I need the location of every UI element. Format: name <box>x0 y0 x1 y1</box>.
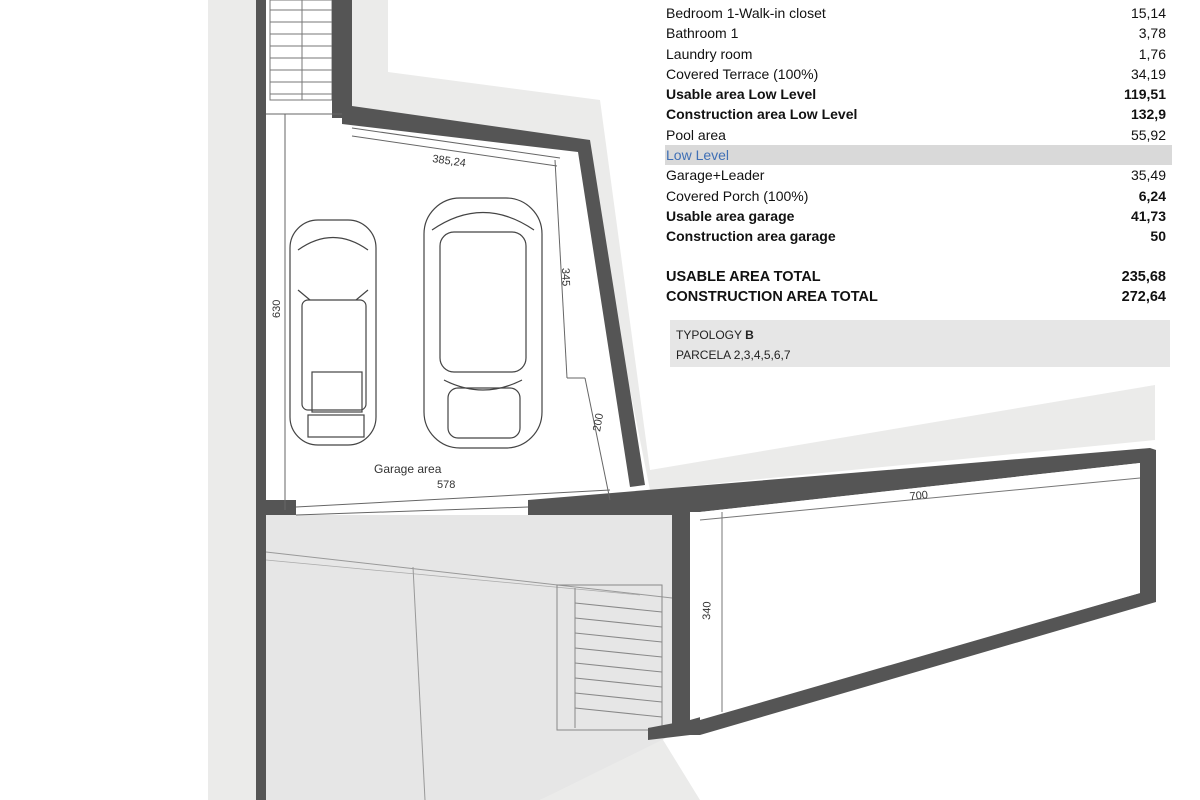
typology-line <box>676 325 1170 345</box>
total-name: CONSTRUCTION AREA TOTAL <box>666 288 878 305</box>
room-label-garage: Garage area <box>374 462 442 476</box>
total-name: USABLE AREA TOTAL <box>666 268 821 285</box>
area-name: Garage+Leader <box>666 167 765 184</box>
dim-right-wall: 345 <box>559 267 572 287</box>
area-value: 50 <box>1150 228 1166 245</box>
area-name: Bathroom 1 <box>666 25 739 42</box>
area-name: Construction area garage <box>666 228 836 245</box>
area-row <box>666 206 1172 226</box>
areas-table <box>666 3 1172 307</box>
dim-bottom-wall: 578 <box>437 479 456 491</box>
area-value: 3,78 <box>1138 25 1166 42</box>
area-value: 132,9 <box>1130 106 1166 123</box>
total-row <box>666 267 1172 287</box>
left-outer-wall <box>256 0 266 800</box>
car-left <box>290 220 376 445</box>
area-row <box>666 186 1172 206</box>
area-value: 1,76 <box>1138 45 1166 62</box>
dim-storage-left: 340 <box>701 601 714 621</box>
area-name: Usable area Low Level <box>666 86 817 103</box>
area-row <box>666 125 1172 145</box>
dim-storage-top: 700 <box>909 489 929 503</box>
area-name: Low Level <box>666 147 730 164</box>
car-right <box>424 198 542 448</box>
area-value: 15,14 <box>1130 5 1166 21</box>
total-value: 272,64 <box>1121 288 1166 305</box>
dim-diag-wall: 200 <box>591 412 607 433</box>
dim-left-wall: 630 <box>271 299 283 318</box>
parcela-line: PARCELA 2,3,4,5,6,7 <box>676 348 791 362</box>
area-row <box>666 23 1172 43</box>
typology-label: TYPOLOGY <box>676 328 742 342</box>
area-value: 119,51 <box>1123 86 1166 103</box>
typology-code: B <box>745 328 754 342</box>
area-value: 6,24 <box>1138 187 1166 204</box>
staircase <box>270 0 332 100</box>
area-name: Construction area Low Level <box>666 106 858 123</box>
ramp-area <box>266 515 672 800</box>
area-name: Covered Terrace (100%) <box>666 65 819 82</box>
area-name: Covered Porch (100%) <box>666 187 809 204</box>
typology-box <box>670 320 1170 367</box>
area-row <box>666 226 1172 246</box>
area-name: Usable area garage <box>666 207 795 224</box>
area-row <box>666 44 1172 64</box>
area-row <box>666 104 1172 124</box>
area-row <box>666 64 1172 84</box>
dim-top-wall: 385,24 <box>431 153 467 170</box>
area-row <box>666 165 1172 185</box>
area-value: 35,49 <box>1130 167 1166 184</box>
total-row <box>666 287 1172 307</box>
area-value: 41,73 <box>1130 207 1166 224</box>
area-row <box>666 84 1172 104</box>
area-name: Laundry room <box>666 45 753 62</box>
area-value: 34,19 <box>1130 65 1166 82</box>
area-name: Pool area <box>666 126 726 143</box>
area-row <box>665 145 1172 165</box>
table-spacer <box>666 247 1172 267</box>
area-name: Bedroom 1-Walk-in closet <box>666 5 826 21</box>
area-value: 55,92 <box>1130 126 1166 143</box>
total-value: 235,68 <box>1121 268 1166 285</box>
area-row <box>666 3 1172 23</box>
stair-wall <box>332 0 342 118</box>
bottom-wall <box>266 500 296 515</box>
